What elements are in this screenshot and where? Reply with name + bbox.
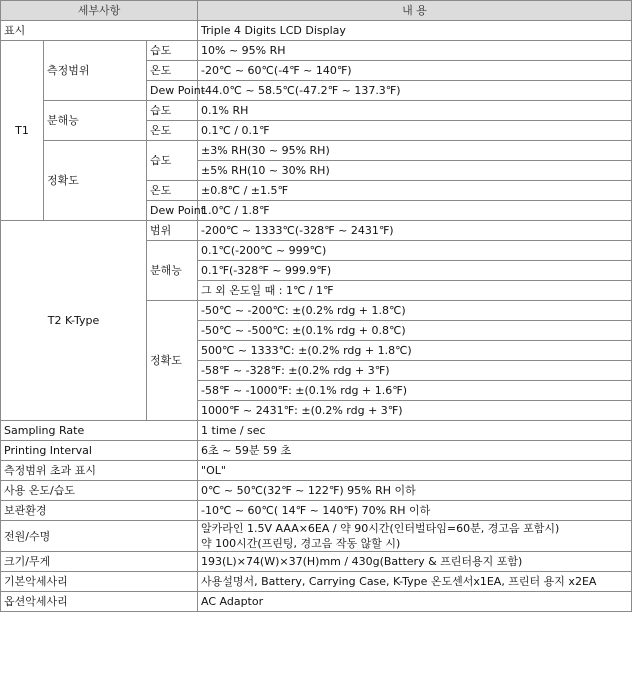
row-value: ±3% RH(30 ~ 95% RH) bbox=[198, 141, 632, 161]
row-value: 6초 ~ 59분 59 초 bbox=[198, 441, 632, 461]
table-row bbox=[1, 552, 632, 572]
table-row bbox=[1, 501, 632, 521]
row-value: 1000℉ ~ 2431℉: ±(0.2% rdg + 3℉) bbox=[198, 401, 632, 421]
row-value: -20℃ ~ 60℃(-4℉ ~ 140℉) bbox=[198, 61, 632, 81]
row-value: 1.0℃ / 1.8℉ bbox=[198, 201, 632, 221]
row-value: -58℉ ~ -1000℉: ±(0.1% rdg + 1.6℉) bbox=[198, 381, 632, 401]
row-value: 0.1% RH bbox=[198, 101, 632, 121]
row-value: 0.1℃ / 0.1℉ bbox=[198, 121, 632, 141]
row-label: 표시 bbox=[1, 21, 198, 41]
row-label: Sampling Rate bbox=[1, 421, 198, 441]
t1-accuracy-label: 정확도 bbox=[44, 141, 147, 221]
row-label: Printing Interval bbox=[1, 441, 198, 461]
table-row bbox=[1, 592, 632, 612]
table-row bbox=[1, 572, 632, 592]
table-row bbox=[1, 441, 632, 461]
t1-label: T1 bbox=[1, 41, 44, 221]
power-line-2: 약 100시간(프린팅, 경고음 작동 않할 시) bbox=[201, 537, 401, 550]
row-label: 기본악세사리 bbox=[1, 572, 198, 592]
row-value: -200℃ ~ 1333℃(-328℉ ~ 2431℉) bbox=[198, 221, 632, 241]
row-value: 0.1℉(-328℉ ~ 999.9℉) bbox=[198, 261, 632, 281]
t2-label: T2 K-Type bbox=[1, 221, 147, 421]
row-label: 사용 온도/습도 bbox=[1, 481, 198, 501]
row-label: 보관환경 bbox=[1, 501, 198, 521]
row-value: AC Adaptor bbox=[198, 592, 632, 612]
row-label: 전원/수명 bbox=[1, 521, 198, 552]
header-detail: 세부사항 bbox=[1, 1, 198, 21]
row-value: 사용설명서, Battery, Carrying Case, K-Type 온도센서x1EA, 프린터 용지 x2EA bbox=[198, 572, 632, 592]
table-row bbox=[1, 421, 632, 441]
row-label: 측정범위 초과 표시 bbox=[1, 461, 198, 481]
row-value: -50℃ ~ -200℃: ±(0.2% rdg + 1.8℃) bbox=[198, 301, 632, 321]
row-value: 1 time / sec bbox=[198, 421, 632, 441]
row-value: 0.1℃(-200℃ ~ 999℃) bbox=[198, 241, 632, 261]
t1-resolution-label: 분해능 bbox=[44, 101, 147, 141]
table-row bbox=[1, 481, 632, 501]
row-value: -10℃ ~ 60℃( 14℉ ~ 140℉) 70% RH 이하 bbox=[198, 501, 632, 521]
row-value: 그 외 온도일 때 : 1℃ / 1℉ bbox=[198, 281, 632, 301]
row-value: ±0.8℃ / ±1.5℉ bbox=[198, 181, 632, 201]
sub-label: Dew Point bbox=[147, 201, 198, 221]
row-value: 193(L)×74(W)×37(H)mm / 430g(Battery & 프린터용지 포함) bbox=[198, 552, 632, 572]
sub-label: 분해능 bbox=[147, 241, 198, 301]
row-value: 10% ~ 95% RH bbox=[198, 41, 632, 61]
table-row bbox=[1, 141, 632, 161]
t1-range-label: 측정범위 bbox=[44, 41, 147, 101]
row-value: 500℃ ~ 1333℃: ±(0.2% rdg + 1.8℃) bbox=[198, 341, 632, 361]
sub-label: 온도 bbox=[147, 121, 198, 141]
sub-label: Dew Point bbox=[147, 81, 198, 101]
table-row bbox=[1, 41, 632, 61]
sub-label: 온도 bbox=[147, 61, 198, 81]
power-line-1: 알카라인 1.5V AAA×6EA / 약 90시간(인터벌타임=60분, 경고음 포함시) bbox=[201, 522, 560, 535]
row-value: ±5% RH(10 ~ 30% RH) bbox=[198, 161, 632, 181]
row-value: -50℃ ~ -500℃: ±(0.1% rdg + 0.8℃) bbox=[198, 321, 632, 341]
header-row bbox=[1, 1, 632, 21]
row-label: 크기/무게 bbox=[1, 552, 198, 572]
row-label: 옵션악세사리 bbox=[1, 592, 198, 612]
sub-label: 습도 bbox=[147, 101, 198, 121]
sub-label: 온도 bbox=[147, 181, 198, 201]
header-content: 내 용 bbox=[198, 1, 632, 21]
sub-label: 습도 bbox=[147, 141, 198, 181]
table-row bbox=[1, 461, 632, 481]
table-row bbox=[1, 521, 632, 552]
sub-label: 습도 bbox=[147, 41, 198, 61]
table-row bbox=[1, 101, 632, 121]
row-value: Triple 4 Digits LCD Display bbox=[198, 21, 632, 41]
sub-label: 정확도 bbox=[147, 301, 198, 421]
row-value: -44.0℃ ~ 58.5℃(-47.2℉ ~ 137.3℉) bbox=[198, 81, 632, 101]
row-value: 0℃ ~ 50℃(32℉ ~ 122℉) 95% RH 이하 bbox=[198, 481, 632, 501]
table-row bbox=[1, 21, 632, 41]
power-value bbox=[198, 521, 632, 552]
row-value: -58℉ ~ -328℉: ±(0.2% rdg + 3℉) bbox=[198, 361, 632, 381]
sub-label: 범위 bbox=[147, 221, 198, 241]
table-row bbox=[1, 221, 632, 241]
row-value: "OL" bbox=[198, 461, 632, 481]
